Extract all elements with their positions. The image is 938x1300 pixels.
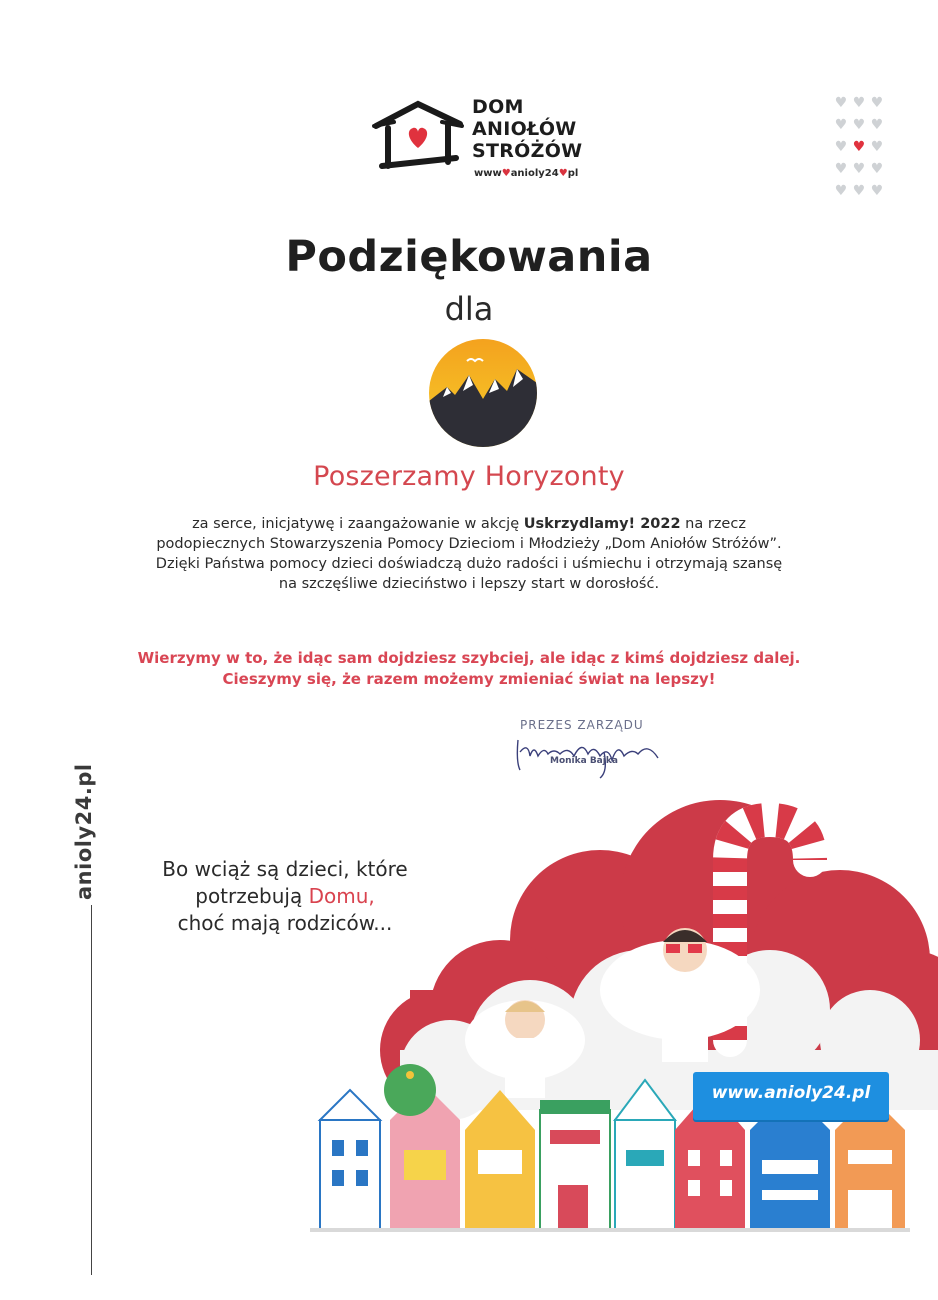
tagline-text: potrzebują — [195, 884, 309, 908]
signer-name: Monika Bajka — [550, 756, 618, 766]
signer-role: PREZES ZARZĄDU — [520, 718, 644, 732]
org-logo — [372, 96, 602, 186]
for-word: dla — [444, 290, 494, 328]
mountain-logo-icon — [429, 339, 537, 447]
url-badge[interactable] — [693, 1072, 889, 1120]
house-heart-icon — [372, 100, 464, 172]
side-url: anioly24.pl — [72, 763, 96, 900]
body-text-start: za serce, inicjatywę i zaangażowanie w akcję — [192, 516, 524, 532]
org-name-line: ANIOŁÓW — [472, 118, 577, 140]
org-url-part: pl — [567, 168, 579, 179]
heart-icon: ♥ — [870, 161, 884, 177]
signature-block — [508, 718, 678, 788]
christmas-town-illustration — [300, 790, 938, 1250]
url-badge-text: www.anioly24.pl — [711, 1083, 871, 1103]
heart-icon: ♥ — [852, 95, 866, 111]
org-name — [472, 96, 582, 162]
tagline-line: choć mają rodziców... — [177, 911, 393, 935]
heart-icon: ♥ — [834, 95, 848, 111]
certificate-body — [150, 514, 788, 594]
org-url-part: anioly24 — [510, 168, 559, 179]
certificate-title: Podziękowania — [285, 232, 653, 282]
body-text-rest: na rzecz podopiecznych Stowarzyszenia Pomocy Dzieciom i Młodzieży „Dom Aniołów Stróżów”. Dzięki Państwa pomocy dzieci doświadczą dużo radości i uśmiechu i otrzymają szansę na szczęśliwe dzieciństwo i lepszy start w dorosłość. — [155, 516, 783, 592]
heart-icon: ♥ — [834, 139, 848, 155]
heart-icon: ♥ — [852, 161, 866, 177]
heart-icon: ♥ — [834, 183, 848, 199]
heart-icon: ♥ — [870, 139, 884, 155]
campaign-name: Uskrzydlamy! 2022 — [523, 516, 681, 532]
heart-icon: ♥ — [852, 117, 866, 133]
side-divider — [91, 905, 92, 1275]
org-url-part: www — [474, 168, 502, 179]
org-url — [474, 168, 578, 179]
heart-icon: ♥ — [558, 168, 568, 179]
motto — [100, 648, 838, 690]
heart-grid — [832, 92, 892, 202]
recipient-name: Poszerzamy Horyzonty — [313, 461, 625, 492]
heart-icon: ♥ — [834, 161, 848, 177]
heart-icon: ♥ — [834, 117, 848, 133]
heart-icon: ♥ — [852, 139, 866, 155]
heart-icon: ♥ — [501, 168, 511, 179]
tagline-line: Bo wciąż są dzieci, które — [162, 857, 408, 881]
heart-icon: ♥ — [852, 183, 866, 199]
heart-icon: ♥ — [870, 183, 884, 199]
motto-line: Wierzymy w to, że idąc sam dojdziesz szybciej, ale idąc z kimś dojdziesz dalej. — [137, 649, 801, 667]
org-name-line: DOM — [472, 96, 524, 118]
motto-line: Cieszymy się, że razem możemy zmieniać świat na lepszy! — [222, 670, 716, 688]
heart-icon: ♥ — [870, 117, 884, 133]
tagline-accent: Domu, — [308, 884, 375, 908]
heart-icon: ♥ — [870, 95, 884, 111]
org-name-line: STRÓŻÓW — [472, 140, 583, 162]
